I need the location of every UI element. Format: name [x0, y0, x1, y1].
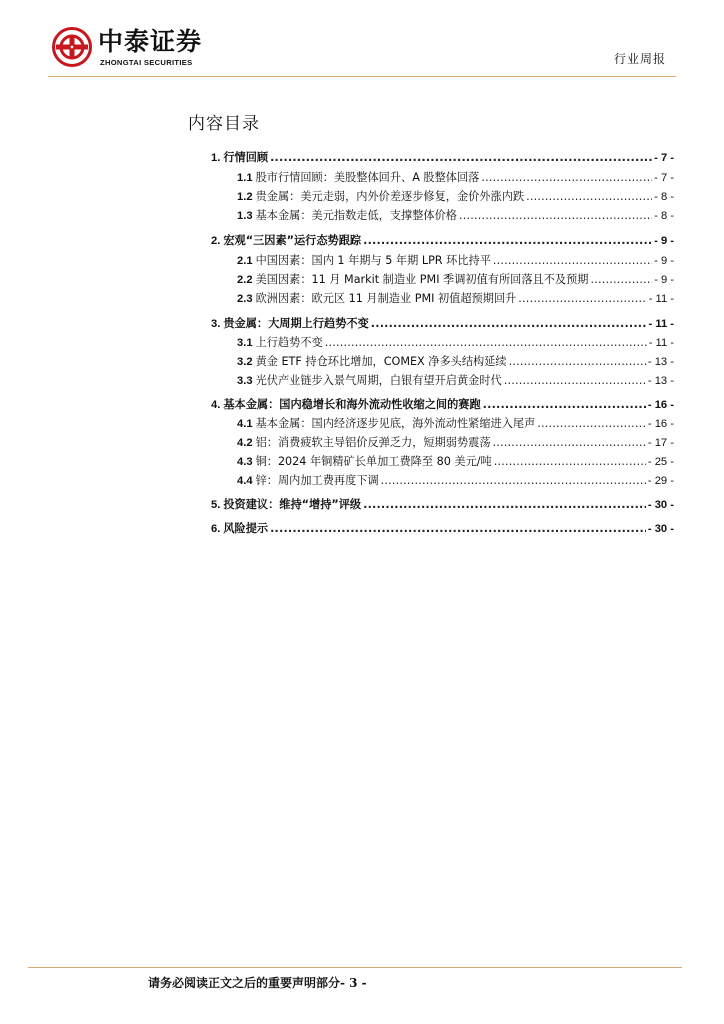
toc-entry-title: 股市行情回顾：美股整体回升、A 股整体回落	[255, 171, 480, 184]
toc-page-number: - 11 -	[648, 293, 674, 305]
toc-entry-number: 4.2	[237, 437, 253, 449]
toc-entry-number: 4.	[211, 399, 221, 411]
toc-entry-title: 铝：消费疲软主导铝价反弹乏力，短期弱势震荡	[255, 436, 491, 449]
toc-subsection-link[interactable]	[237, 454, 674, 470]
toc-entry-title: 宏观“三因素”运行态势跟踪	[223, 234, 362, 247]
toc-page-number: - 17 -	[647, 437, 674, 449]
toc-entry-number: 1.3	[237, 210, 253, 222]
toc-section-link[interactable]	[211, 316, 674, 332]
toc-entry-number: 1.2	[237, 191, 253, 203]
toc-entry-title: 行情回顾	[223, 151, 269, 164]
toc-entry-number: 4.4	[237, 475, 253, 487]
toc-section-link[interactable]	[211, 150, 674, 166]
zhongtai-logo-icon	[52, 27, 92, 67]
footer-disclaimer: 请务必阅读正文之后的重要声明部分- 3 -	[148, 976, 367, 990]
toc-page-number: - 13 -	[647, 375, 674, 387]
toc-dot-leader	[483, 397, 646, 413]
toc-subsection-link[interactable]	[237, 291, 674, 307]
toc-entry-number: 3.3	[237, 375, 253, 387]
toc-entry-title: 美国因素：11 月 Markit 制造业 PMI 季调初值有所回落且不及预期	[255, 273, 589, 286]
toc-dot-leader	[371, 316, 647, 332]
toc-page-number: - 11 -	[648, 337, 674, 349]
toc-section-link[interactable]	[211, 521, 674, 537]
toc-entry-title: 黄金 ETF 持仓环比增加，COMEX 净多头结构延续	[255, 355, 507, 368]
toc-entry-title: 贵金属：美元走弱，内外价差逐步修复，金价外涨内跌	[255, 190, 525, 203]
toc-page-number: - 30 -	[647, 499, 674, 511]
toc-subsection-link[interactable]	[237, 335, 674, 351]
toc-entry-title: 基本金属：国内经济逐步见底，海外流动性紧缩进入尾声	[255, 417, 536, 430]
toc-page-number: - 13 -	[647, 356, 674, 368]
toc-subsection-link[interactable]	[237, 354, 674, 370]
toc-dot-leader	[381, 473, 646, 489]
toc-entry-number: 4.1	[237, 418, 253, 430]
toc-entry-title: 锌：周内加工费再度下调	[255, 474, 379, 487]
toc-entry-number: 3.2	[237, 356, 253, 368]
toc-entry-title: 贵金属：大周期上行趋势不变	[223, 317, 369, 330]
toc-page-number: - 9 -	[654, 235, 674, 247]
toc-entry-title: 铜：2024 年铜精矿长单加工费降至 80 美元/吨	[255, 455, 492, 468]
toc-entry-title: 风险提示	[223, 522, 269, 535]
toc-entry-number: 3.	[211, 318, 221, 330]
toc-entry-title: 中国因素：国内 1 年期与 5 年期 LPR 环比持平	[255, 254, 491, 267]
toc-section-link[interactable]	[211, 233, 674, 249]
toc-title: 内容目录	[188, 114, 260, 134]
toc-entry-title: 基本金属：美元指数走低，支撑整体价格	[255, 209, 457, 222]
brand-name-english: ZHONGTAI SECURITIES	[100, 58, 193, 67]
toc-page-number: - 25 -	[647, 456, 674, 468]
toc-dot-leader	[493, 253, 652, 269]
toc-dot-leader	[526, 189, 652, 205]
toc-entry-number: 6.	[211, 523, 221, 535]
toc-subsection-link[interactable]	[237, 416, 674, 432]
toc-subsection-link[interactable]	[237, 170, 674, 186]
toc-entry-title: 基本金属：国内稳增长和海外流动性收缩之间的赛跑	[223, 398, 481, 411]
toc-entry-title: 上行趋势不变	[255, 336, 323, 349]
toc-entry-number: 4.3	[237, 456, 253, 468]
toc-section-link[interactable]	[211, 397, 674, 413]
toc-page-number: - 8 -	[654, 191, 674, 203]
toc-entry-number: 5.	[211, 499, 221, 511]
header-divider	[48, 76, 676, 77]
toc-entry-number: 3.1	[237, 337, 253, 349]
toc-subsection-link[interactable]	[237, 373, 674, 389]
toc-dot-leader	[459, 208, 652, 224]
report-type-label: 行业周报	[614, 52, 667, 66]
toc-page-number: - 29 -	[647, 475, 674, 487]
toc-dot-leader	[363, 497, 646, 513]
toc-entry-number: 2.1	[237, 255, 253, 267]
toc-dot-leader	[591, 272, 653, 288]
toc-subsection-link[interactable]	[237, 272, 674, 288]
toc-subsection-link[interactable]	[237, 473, 674, 489]
toc-entry-number: 1.	[211, 152, 221, 164]
toc-dot-leader	[270, 521, 646, 537]
toc-dot-leader	[363, 233, 652, 249]
toc-dot-leader	[504, 373, 646, 389]
toc-entry-title: 光伏产业链步入景气周期，白银有望开启黄金时代	[255, 374, 502, 387]
toc-dot-leader	[537, 416, 646, 432]
toc-dot-leader	[481, 170, 652, 186]
toc-dot-leader	[270, 150, 652, 166]
toc-dot-leader	[493, 435, 646, 451]
toc-page-number: - 30 -	[647, 523, 674, 535]
toc-entry-number: 2.2	[237, 274, 253, 286]
toc-page-number: - 8 -	[654, 210, 674, 222]
footer-divider	[28, 967, 682, 968]
toc-entry-title: 欧洲因素：欧元区 11 月制造业 PMI 初值超预期回升	[255, 292, 517, 305]
toc-page-number: - 9 -	[654, 274, 674, 286]
toc-dot-leader	[494, 454, 646, 470]
toc-page-number: - 16 -	[647, 399, 674, 411]
toc-subsection-link[interactable]	[237, 253, 674, 269]
toc-page-number: - 16 -	[647, 418, 674, 430]
toc-subsection-link[interactable]	[237, 208, 674, 224]
toc-page-number: - 9 -	[654, 255, 674, 267]
toc-entry-number: 2.	[211, 235, 221, 247]
toc-page-number: - 11 -	[648, 318, 674, 330]
toc-section-link[interactable]	[211, 497, 674, 513]
toc-dot-leader	[509, 354, 646, 370]
toc-dot-leader	[518, 291, 646, 307]
toc-entry-number: 1.1	[237, 172, 253, 184]
page-header	[0, 0, 724, 80]
brand-name: 中泰证券	[98, 27, 203, 56]
toc-page-number: - 7 -	[654, 152, 674, 164]
toc-subsection-link[interactable]	[237, 189, 674, 205]
toc-entry-title: 投资建议：维持“增持”评级	[223, 498, 362, 511]
toc-dot-leader	[325, 335, 647, 351]
toc-page-number: - 7 -	[654, 172, 674, 184]
toc-entry-number: 2.3	[237, 293, 253, 305]
toc-subsection-link[interactable]	[237, 435, 674, 451]
